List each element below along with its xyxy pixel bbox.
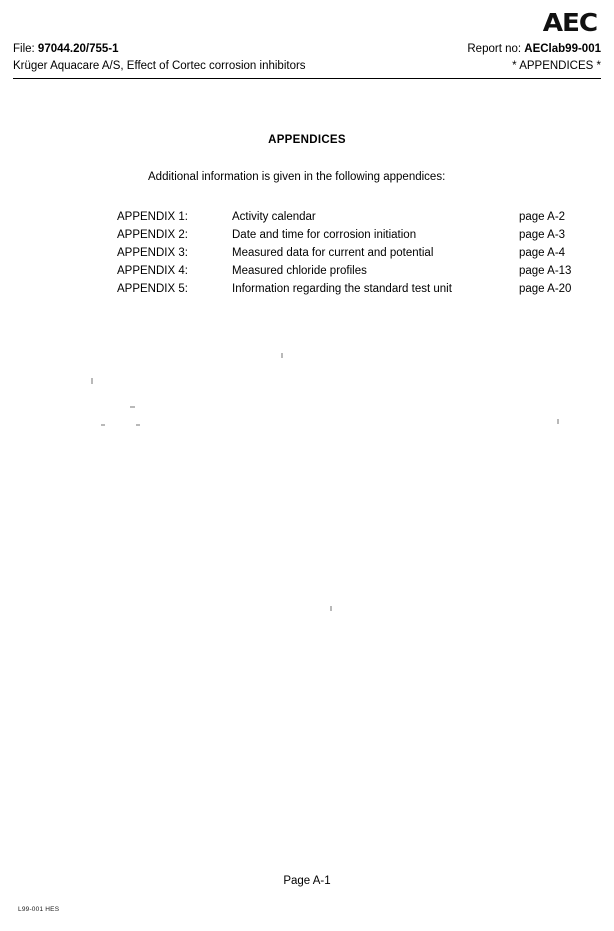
report-reference — [467, 41, 601, 58]
header-divider — [13, 78, 601, 79]
appendix-page: page A-4 — [519, 247, 566, 259]
page-title: APPENDICES — [268, 134, 346, 146]
scan-artifact — [330, 606, 332, 611]
list-item — [117, 208, 594, 226]
header-row-file — [13, 41, 601, 58]
scan-artifact — [281, 353, 283, 358]
appendix-list — [117, 208, 594, 298]
list-item — [117, 280, 594, 298]
scan-artifact — [130, 406, 135, 408]
appendix-label: APPENDIX 1: — [117, 211, 188, 223]
appendix-page: page A-2 — [519, 211, 566, 223]
appendix-description: Information regarding the standard test unit — [232, 283, 452, 295]
report-value: AEClab99-001 — [524, 43, 601, 55]
intro-text: Additional information is given in the following appendices: — [148, 171, 446, 183]
list-item — [117, 244, 594, 262]
file-label: File: — [13, 43, 38, 55]
file-value: 97044.20/755-1 — [37, 43, 119, 55]
file-reference — [13, 41, 119, 58]
document-code: L99-001 HES — [18, 906, 60, 913]
aec-logo: AEC — [542, 8, 598, 37]
document-header — [13, 41, 601, 75]
appendix-label: APPENDIX 2: — [117, 229, 188, 241]
appendix-page: page A-20 — [519, 283, 572, 295]
appendix-label: APPENDIX 4: — [117, 265, 188, 277]
appendix-description: Measured data for current and potential — [232, 247, 434, 259]
appendix-page: page A-3 — [519, 229, 566, 241]
appendix-label: APPENDIX 3: — [117, 247, 188, 259]
appendix-description: Activity calendar — [232, 211, 316, 223]
page-number: Page A-1 — [283, 875, 331, 887]
header-subtitle: Krüger Aquacare A/S, Effect of Cortec corrosion inhibitors — [13, 60, 306, 72]
scan-artifact — [101, 424, 105, 426]
appendix-description: Date and time for corrosion initiation — [232, 229, 417, 241]
scan-artifact — [136, 424, 140, 426]
appendix-label: APPENDIX 5: — [117, 283, 188, 295]
scan-artifact — [91, 378, 93, 384]
appendix-description: Measured chloride profiles — [232, 265, 367, 277]
list-item — [117, 262, 594, 280]
appendix-page: page A-13 — [519, 265, 572, 277]
header-section-marker: * APPENDICES * — [512, 60, 601, 72]
list-item — [117, 226, 594, 244]
header-row-subtitle — [13, 58, 601, 75]
report-label: Report no: — [467, 43, 525, 55]
scan-artifact — [557, 419, 559, 424]
